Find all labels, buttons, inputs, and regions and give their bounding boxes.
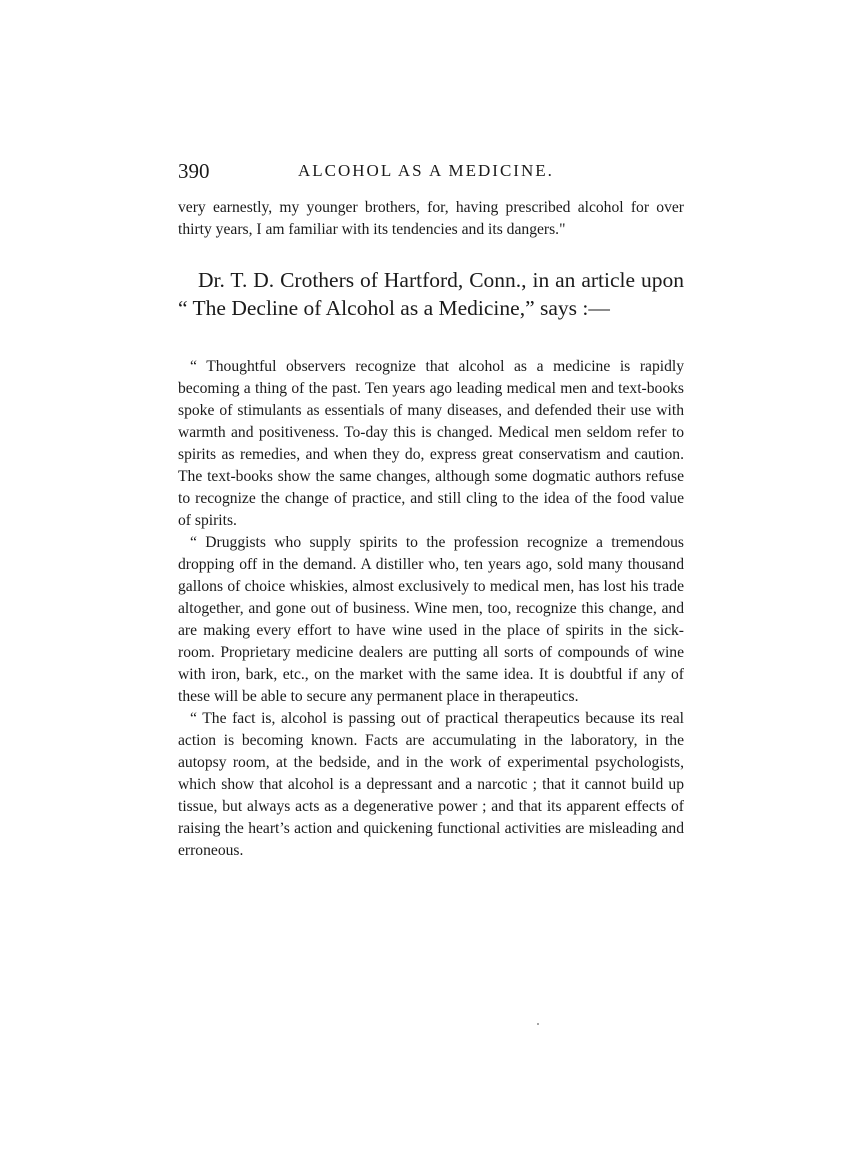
quote-paragraph: “ The fact is, alcohol is passing out of practical therapeutics because its real action is becoming known. Facts are accumulating in the laboratory, in the autopsy room, at the bedside, and in the work of experimental psychologists, which show that alcohol is a depressant and a narcotic ; that it cannot build up tissue, but always acts as a degenerative power ; and that its apparent effects of raising the heart’s action and quickening functional activities are misleading and erroneous. — [178, 710, 684, 859]
running-title: ALCOHOL AS A MEDICINE. — [298, 161, 554, 180]
lead-paragraph: Dr. T. D. Crothers of Hartford, Conn., in an article upon “ The Decline of Alcohol as a Medicine,” says :— — [178, 268, 684, 320]
running-head — [178, 156, 684, 186]
intro-paragraph: very earnestly, my younger brothers, for, having prescribed alcohol for over thirty years, I am familiar with its tendencies and its dangers." — [178, 199, 684, 238]
quotation-block — [178, 356, 684, 862]
quote-paragraph: “ Thoughtful observers recognize that alcohol as a medicine is rapidly becoming a thing of the past. Ten years ago leading medical men and text-books spoke of stimulants as essentials of many diseases, and defended their use with warmth and positiveness. To-day this is changed. Medical men seldom refer to spirits as remedies, and when they do, express great conservatism and caution. The text-books show the same changes, although some dogmatic authors refuse to recognize the change of practice, and still cling to the idea of the food value of spirits. — [178, 358, 684, 529]
quote-paragraph: “ Druggists who supply spirits to the profession recognize a tremendous dropping off in the demand. A distiller who, ten years ago, sold many thousand gallons of choice whiskies, almost exclusively to medical men, has lost his trade altogether, and gone out of business. Wine men, too, recognize this change, and are making every effort to have wine used in the place of spirits in the sick-room. Proprietary medicine dealers are putting all sorts of compounds of wine with iron, bark, etc., on the market with the same idea. It is doubtful if any of these will be able to secure any permanent place in therapeutics. — [178, 534, 684, 705]
intro-text-block — [178, 197, 684, 241]
print-speck — [537, 1023, 539, 1025]
page-number: 390 — [178, 159, 210, 183]
